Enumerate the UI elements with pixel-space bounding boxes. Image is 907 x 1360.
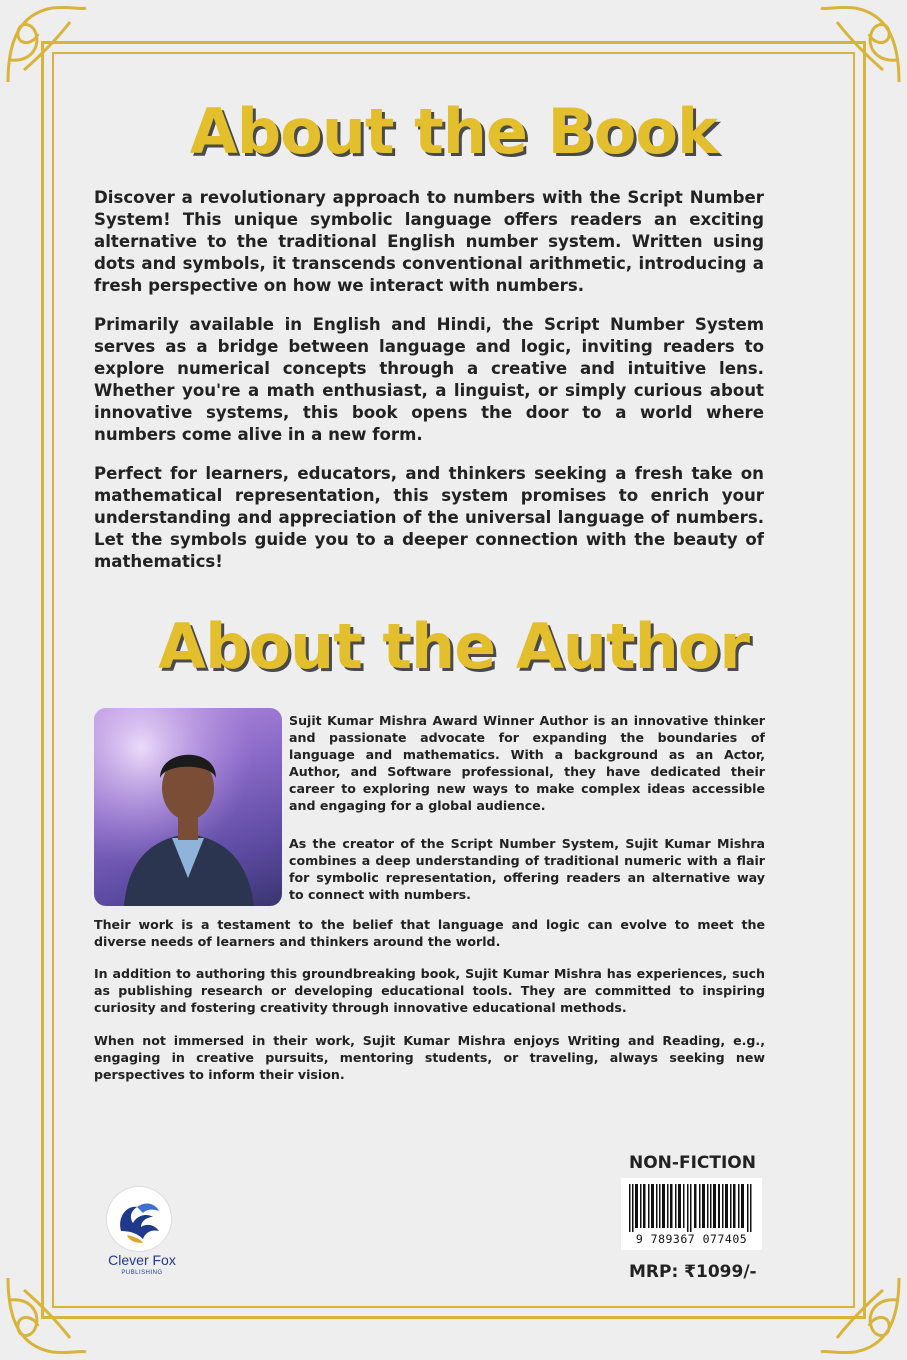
author-paragraph-1: Sujit Kumar Mishra Award Winner Author is an innovative thinker and passionate advocate for expanding the boundaries of language and mathematics. With a background as an Actor, Author, and Software professional, they have dedicated their career to exploring new ways to make complex ideas accessible and engaging for a global audience. xyxy=(289,713,765,813)
barcode-bars xyxy=(629,1184,754,1232)
author-paragraph-3: Their work is a testament to the belief that language and logic can evolve to meet the diverse needs of learners and thinkers around the world. xyxy=(94,917,765,949)
fox-logo-icon xyxy=(106,1186,172,1252)
author-paragraph-5: When not immersed in their work, Sujit Kumar Mishra enjoys Writing and Reading, e.g., engaging in creative pursuits, mentoring students, or traveling, always seeking new perspectives to inform their vision. xyxy=(94,1033,765,1082)
book-heading: About the Book xyxy=(189,95,718,168)
publisher-logo xyxy=(100,1186,190,1284)
publisher-name: Clever Fox xyxy=(108,1252,176,1268)
corner-ornament-bottom-left xyxy=(0,1270,90,1360)
publisher-subtitle: PUBLISHING xyxy=(121,1270,163,1276)
corner-ornament-top-left xyxy=(0,0,90,90)
corner-ornament-bottom-right xyxy=(817,1270,907,1360)
author-heading: About the Author xyxy=(158,610,749,683)
book-paragraph-3: Perfect for learners, educators, and thinkers seeking a fresh take on mathematical representation, this system promises to enrich your understanding and appreciation of the universal language of numbers. Let the symbols guide you to a deeper connection with the beauty of mathematics! xyxy=(94,464,764,571)
author-photo xyxy=(94,708,282,906)
genre-label: NON-FICTION xyxy=(629,1153,756,1173)
price-label: MRP: ₹1099/- xyxy=(629,1262,757,1282)
corner-ornament-top-right xyxy=(817,0,907,90)
author-paragraph-4: In addition to authoring this groundbreaking book, Sujit Kumar Mishra has experiences, such as publishing research or developing educational tools. They are committed to inspiring curiosity and fostering creativity through innovative educational methods. xyxy=(94,966,765,1015)
barcode xyxy=(621,1178,762,1250)
isbn-number: 9 789367 077405 xyxy=(635,1232,748,1246)
author-paragraph-2: As the creator of the Script Number System, Sujit Kumar Mishra combines a deep understanding of traditional numeric with a flair for symbolic representation, offering readers an alternative way to connect with numbers. xyxy=(289,836,765,902)
book-paragraph-2: Primarily available in English and Hindi, the Script Number System serves as a bridge between language and logic, inviting readers to explore numerical concepts through a creative and intuitive lens. Whether you're a math enthusiast, a linguist, or simply curious about innovative systems, this book opens the door to a world where numbers come alive in a new form. xyxy=(94,315,764,444)
book-paragraph-1: Discover a revolutionary approach to numbers with the Script Number System! This unique symbolic language offers readers an exciting alternative to the traditional English number system. Written using dots and symbols, it transcends conventional arithmetic, introducing a fresh perspective on how we interact with numbers. xyxy=(94,188,764,295)
